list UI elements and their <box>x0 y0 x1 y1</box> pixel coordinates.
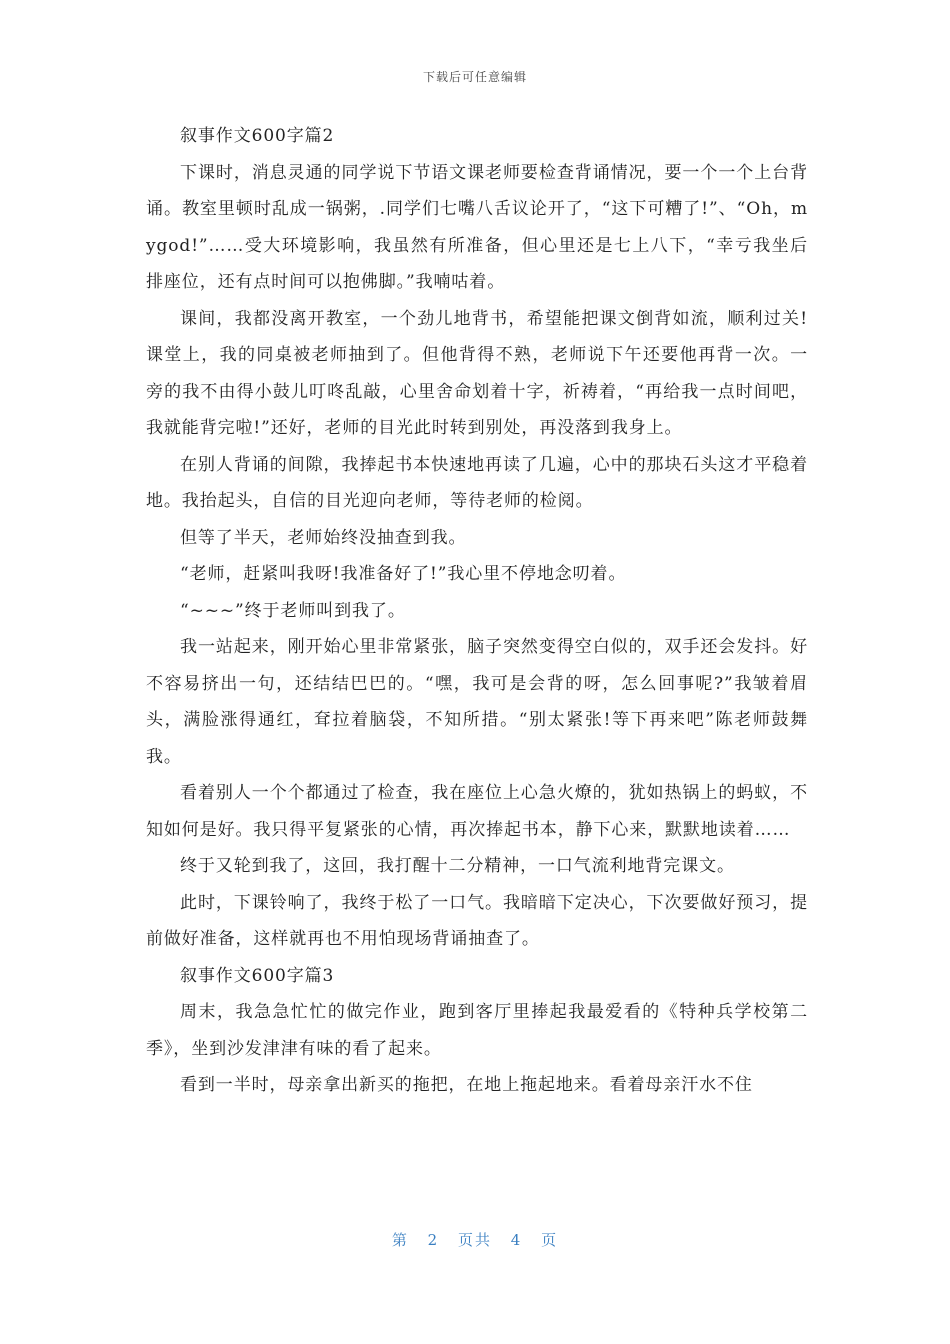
paragraph: 课间，我都没离开教室，一个劲儿地背书，希望能把课文倒背如流，顺利过关!课堂上，我的同桌被老师抽到了。但他背得不熟，老师说下午还要他再背一次。一旁的我不由得小鼓儿叮咚乱敲，心里舍命划着十字，祈祷着，“再给我一点时间吧，我就能背完啦!”还好，老师的目光此时转到别处，再没落到我身上。 <box>146 308 808 438</box>
footer-prefix: 第 <box>391 1231 409 1249</box>
total-page-number: 4 <box>510 1231 523 1249</box>
section-title: 叙事作文600字篇2 <box>180 126 335 146</box>
footer-middle: 页共 <box>457 1231 492 1249</box>
paragraph: 但等了半天，老师始终没抽查到我。 <box>180 527 467 548</box>
paragraph: 终于又轮到我了，这回，我打醒十二分精神，一口气流利地背完课文。 <box>180 856 735 876</box>
paragraph: 下课时，消息灵通的同学说下节语文课老师要检查背诵情况，要一个一个上台背诵。教室里顿时乱成一锅粥，.同学们七嘴八舌议论开了，“这下可糟了!”、“Oh，mygod!”……受大环境影响，我虽然有所准备，但心里还是七上八下，“幸亏我坐后排座位，还有点时间可以抱佛脚。”我喃咕着。 <box>146 162 808 292</box>
paragraph: 看到一半时，母亲拿出新买的拖把，在地上拖起地来。看着母亲汗水不住 <box>180 1075 753 1095</box>
paragraph: “老师，赶紧叫我呀!我准备好了!”我心里不停地念叨着。 <box>180 564 627 584</box>
paragraph: 周末，我急急忙忙的做完作业，跑到客厅里捧起我最爱看的《特种兵学校第二季》，坐到沙发津津有味的看了起来。 <box>146 1002 808 1059</box>
page-footer <box>0 1229 950 1250</box>
current-page-number: 2 <box>427 1231 440 1249</box>
section-title: 叙事作文600字篇3 <box>180 965 335 986</box>
paragraph: 此时，下课铃响了，我终于松了一口气。我暗暗下定决心，下次要做好预习，提前做好准备，这样就再也不用怕现场背诵抽查了。 <box>146 892 808 949</box>
page-header: 下载后可任意编辑 <box>422 70 527 84</box>
paragraph: 看着别人一个个都通过了检查，我在座位上心急火燎的，犹如热锅上的蚂蚁，不知如何是好。我只得平复紧张的心情，再次捧起书本，静下心来，默默地读着…… <box>146 783 808 840</box>
paragraph: 我一站起来，刚开始心里非常紧张，脑子突然变得空白似的，双手还会发抖。好不容易挤出一句，还结结巴巴的。“嘿，我可是会背的呀，怎么回事呢?”我皱着眉头，满脸涨得通红，耷拉着脑袋，不知所措。“别太紧张!等下再来吧”陈老师鼓舞我。 <box>146 637 808 767</box>
footer-suffix: 页 <box>541 1231 559 1249</box>
paragraph: “~~~”终于老师叫到我了。 <box>180 600 406 621</box>
paragraph: 在别人背诵的间隙，我捧起书本快速地再读了几遍，心中的那块石头这才平稳着地。我抬起头，自信的目光迎向老师，等待老师的检阅。 <box>146 454 808 511</box>
document-body <box>146 118 808 1104</box>
